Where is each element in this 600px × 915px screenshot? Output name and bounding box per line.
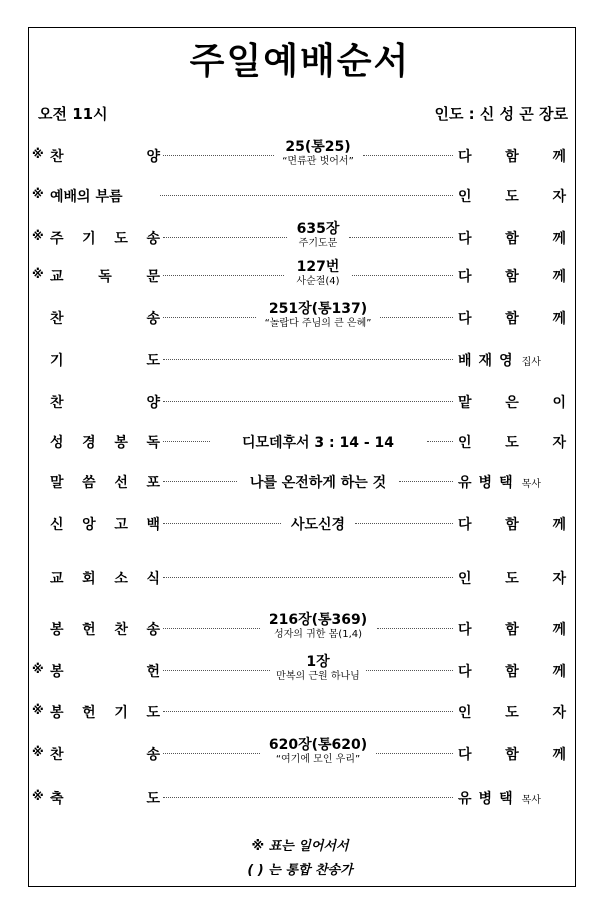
order-item-label: 예배의 부름 (50, 189, 123, 205)
detail-secondary: “여기에 모인 우리” (275, 754, 361, 765)
officiant (458, 146, 566, 166)
label-char: 헌 (146, 664, 160, 680)
officiant (458, 228, 566, 248)
label-char: 신 (50, 517, 64, 533)
detail-secondary: 사순절(4) (296, 276, 340, 287)
order-item-label (50, 350, 160, 370)
officiant-char: 다 (458, 664, 472, 680)
leader-line (163, 359, 453, 360)
officiant-char: 다 (458, 622, 472, 638)
leader-line (163, 797, 453, 798)
label-char: 성 (50, 435, 64, 451)
officiant (458, 514, 566, 534)
officiant-char: 도 (505, 705, 519, 721)
leader-line (376, 753, 453, 754)
officiant-char: 함 (505, 747, 519, 763)
officiant-char: 께 (552, 149, 566, 165)
label-char: 회 (82, 571, 96, 587)
officiant-char: 함 (505, 622, 519, 638)
leader-line (163, 275, 284, 276)
label-char: 말 (50, 475, 64, 491)
order-detail (188, 139, 448, 168)
order-item-label (50, 744, 160, 764)
order-item-label (50, 266, 160, 286)
officiant-title: 목사 (521, 479, 541, 490)
label-char: 찬 (50, 395, 64, 411)
label-char: 식 (146, 571, 160, 587)
order-item-label (50, 472, 160, 492)
order-row (28, 691, 576, 731)
footer-note-standing: ※ 표는 일어서서 (251, 839, 349, 854)
order-detail: 사도신경 (290, 517, 346, 533)
order-item-label (50, 432, 160, 452)
officiant-char: 께 (552, 622, 566, 638)
officiant-char: 께 (552, 231, 566, 247)
leader-line (380, 317, 453, 318)
officiant-char: 자 (552, 435, 566, 451)
officiant-char: 다 (458, 149, 472, 165)
label-char: 선 (114, 475, 128, 491)
leader-line (163, 670, 270, 671)
order-item-label (50, 146, 160, 166)
label-char: 씀 (82, 475, 96, 491)
officiant-char: 병 (478, 475, 493, 491)
officiant-char: 이 (552, 395, 566, 411)
label-char: 찬 (50, 149, 64, 165)
leader-line (377, 628, 454, 629)
service-time: 오전 11시 (38, 105, 108, 123)
label-char: 교 (50, 571, 64, 587)
officiant (458, 788, 566, 808)
order-row (28, 175, 576, 215)
officiant-char: 유 (458, 791, 472, 807)
officiant-char: 인 (458, 189, 472, 205)
order-row (28, 255, 576, 295)
standing-mark: ※ (32, 187, 44, 201)
officiant-char: 인 (458, 705, 472, 721)
order-row (28, 217, 576, 257)
officiant-char: 께 (552, 269, 566, 285)
label-char: 독 (98, 269, 112, 285)
officiant-char: 병 (478, 791, 493, 807)
order-detail: 나를 온전하게 하는 것 (249, 475, 387, 491)
officiant (458, 472, 566, 492)
detail-secondary: “면류관 벗어서” (282, 156, 354, 167)
label-char: 도 (146, 353, 160, 369)
detail-primary: 251장(통137) (268, 301, 368, 317)
leader-line (355, 523, 453, 524)
leader-line (349, 237, 453, 238)
detail-primary: 1장 (306, 654, 330, 670)
officiant-char: 함 (505, 311, 519, 327)
label-char: 찬 (50, 311, 64, 327)
officiant-char: 다 (458, 269, 472, 285)
officiant-char: 함 (505, 664, 519, 680)
officiant (458, 432, 566, 452)
detail-primary: 216장(통369) (268, 612, 368, 628)
leader-line (160, 195, 453, 196)
label-char: 독 (146, 435, 160, 451)
officiant (458, 186, 566, 206)
order-row (28, 461, 576, 501)
order-row (28, 733, 576, 773)
standing-mark: ※ (32, 745, 44, 759)
officiant-char: 다 (458, 311, 472, 327)
leader-line (163, 441, 210, 442)
order-row (28, 135, 576, 175)
label-char: 포 (146, 475, 160, 491)
order-detail (188, 259, 448, 288)
officiant-char: 다 (458, 517, 472, 533)
order-detail (188, 654, 448, 683)
officiant-char: 유 (458, 475, 472, 491)
officiant (458, 350, 566, 370)
officiant-char: 다 (458, 231, 472, 247)
order-row (28, 777, 576, 817)
label-char: 고 (114, 517, 128, 533)
label-char: 봉 (50, 705, 64, 721)
label-char: 축 (50, 791, 64, 807)
leader-line (163, 401, 453, 402)
leader-line (163, 711, 453, 712)
officiant (458, 308, 566, 328)
officiant-char: 재 (478, 353, 493, 369)
officiant-char: 자 (552, 571, 566, 587)
officiant-char: 함 (505, 231, 519, 247)
officiant-char: 배 (458, 353, 472, 369)
officiant (458, 744, 566, 764)
footer-note-hymnal: ( ) 는 통합 찬송가 (247, 863, 353, 878)
label-char: 헌 (82, 705, 96, 721)
label-char: 봉 (114, 435, 128, 451)
officiant-title: 목사 (521, 795, 541, 806)
officiant-char: 도 (505, 189, 519, 205)
order-detail: 디모데후서 3 : 14 - 14 (241, 435, 395, 451)
officiant (458, 619, 566, 639)
leader-line (163, 237, 287, 238)
label-char: 찬 (50, 747, 64, 763)
order-item-label (50, 308, 160, 328)
label-char: 양 (146, 149, 160, 165)
leader-line (163, 628, 260, 629)
order-item-label (50, 702, 160, 722)
officiant-char: 맡 (458, 395, 472, 411)
standing-mark: ※ (32, 703, 44, 717)
order-item-label (50, 619, 160, 639)
officiant-char: 인 (458, 571, 472, 587)
detail-secondary: 만복의 근원 하나님 (276, 671, 360, 682)
officiant-char: 도 (505, 435, 519, 451)
detail-primary: 635장 (296, 221, 340, 237)
order-detail (188, 612, 448, 641)
label-char: 백 (146, 517, 160, 533)
order-row (28, 650, 576, 690)
officiant-char: 자 (552, 705, 566, 721)
officiant-char: 인 (458, 435, 472, 451)
standing-mark: ※ (32, 147, 44, 161)
label-char: 주 (50, 231, 64, 247)
label-char: 도 (114, 231, 128, 247)
leader-line (363, 155, 454, 156)
label-char: 도 (146, 705, 160, 721)
officiant-char: 께 (552, 664, 566, 680)
leader-line (163, 753, 260, 754)
label-char: 찬 (114, 622, 128, 638)
officiant-char: 함 (505, 149, 519, 165)
label-char: 송 (146, 231, 160, 247)
leader-line (163, 577, 453, 578)
leader-line (163, 523, 281, 524)
label-char: 헌 (82, 622, 96, 638)
order-detail (188, 221, 448, 250)
detail-secondary: “놀랍다 주님의 큰 은혜” (264, 318, 372, 329)
label-char: 봉 (50, 622, 64, 638)
leader-line (163, 155, 274, 156)
officiant-char: 께 (552, 517, 566, 533)
order-detail (188, 301, 448, 330)
label-char: 기 (50, 353, 64, 369)
leader-line (352, 275, 453, 276)
leader-line (163, 481, 237, 482)
standing-mark: ※ (32, 662, 44, 676)
label-char: 도 (146, 791, 160, 807)
officiant-char: 함 (505, 269, 519, 285)
officiant-char: 다 (458, 747, 472, 763)
detail-secondary: 성자의 귀한 몸(1,4) (273, 629, 363, 640)
leader-line (427, 441, 454, 442)
label-char: 송 (146, 747, 160, 763)
leader-line (366, 670, 453, 671)
label-char: 경 (82, 435, 96, 451)
officiant-title: 집사 (521, 357, 541, 368)
label-char: 앙 (82, 517, 96, 533)
label-char: 송 (146, 311, 160, 327)
officiant-char: 께 (552, 311, 566, 327)
leader-line (163, 317, 256, 318)
detail-primary: 25(통25) (285, 139, 351, 155)
order-row (28, 297, 576, 337)
officiant (458, 702, 566, 722)
order-item-label (50, 788, 160, 808)
order-row (28, 608, 576, 648)
order-item-label (50, 568, 160, 588)
order-detail (188, 737, 448, 766)
order-item-label (50, 228, 160, 248)
order-item-label (50, 514, 160, 534)
standing-mark: ※ (32, 229, 44, 243)
order-item-label (50, 392, 160, 412)
standing-mark: ※ (32, 267, 44, 281)
officiant-char: 영 (499, 353, 513, 369)
label-char: 기 (82, 231, 96, 247)
officiant-char: 택 (499, 475, 513, 491)
detail-primary: 620장(통620) (268, 737, 368, 753)
label-char: 송 (146, 622, 160, 638)
officiant-char: 함 (505, 517, 519, 533)
label-char: 교 (50, 269, 64, 285)
label-char: 봉 (50, 664, 64, 680)
officiant-char: 은 (505, 395, 519, 411)
officiant-char: 께 (552, 747, 566, 763)
label-char: 기 (114, 705, 128, 721)
label-char: 문 (146, 269, 160, 285)
officiant-char: 택 (499, 791, 513, 807)
standing-mark: ※ (32, 789, 44, 803)
officiant-char: 자 (552, 189, 566, 205)
service-leader: 인도 : 신 성 곤 장로 (434, 105, 568, 123)
officiant (458, 266, 566, 286)
officiant (458, 568, 566, 588)
order-row (28, 339, 576, 379)
order-row (28, 381, 576, 421)
officiant (458, 661, 566, 681)
order-row (28, 503, 576, 543)
label-char: 소 (114, 571, 128, 587)
leader-line (399, 481, 453, 482)
label-char: 양 (146, 395, 160, 411)
detail-primary: 127번 (296, 259, 340, 275)
order-item-label (50, 661, 160, 681)
order-row (28, 557, 576, 597)
officiant-char: 도 (505, 571, 519, 587)
order-row (28, 421, 576, 461)
detail-secondary: 주기도문 (298, 238, 338, 249)
page-title: 주일예배순서 (189, 41, 411, 82)
officiant (458, 392, 566, 412)
